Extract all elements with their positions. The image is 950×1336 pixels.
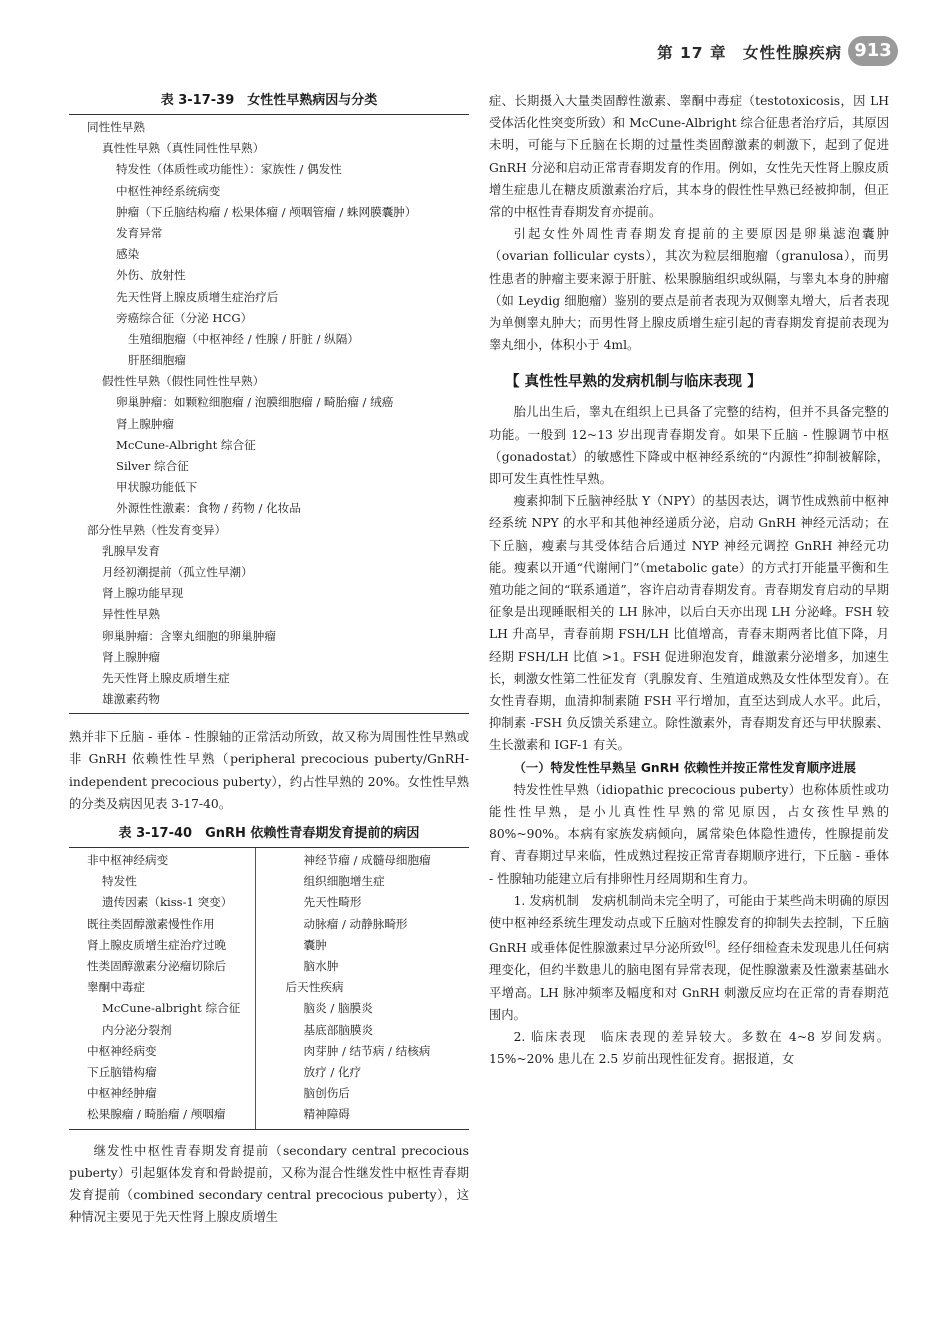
table-row: 先天性畸形 <box>303 895 362 910</box>
table-row: 雄激素药物 <box>102 692 160 707</box>
table-row: McCune-Albright 综合征 <box>116 437 256 452</box>
table-row: 肾上腺肿瘤 <box>102 649 160 664</box>
table-row: 睾酮中毒症 <box>87 980 145 995</box>
right-paragraph-4: 瘦素抑制下丘脑神经肽 Y（NPY）的基因表达，调节性成熟前中枢神经系统 NPY 的水平和其他神经递质分泌，启动 GnRH 神经元活动；在下丘脑，瘦素与其受体结合后通过 NYP 神经元调控 GnRH 神经元功能。瘦素以开通“代谢闸门”（metabolic gate）的方式打开能量平衡和生殖功能之间的“联系通道”，容许启动青春期发育。青春期发育启动的早期征象是出现睡眠相关的 LH 脉冲，以后白天亦出现 LH 分泌峰。FSH 较 LH 升高早，青春前期 FSH/LH 比值增高，青春末期两者比值下降，月经期 FSH/LH 比值 >1。FSH 促进卵泡发育，雌激素分泌增多，加速生长，刺激女性第二性征发育（乳腺发育、生殖道成熟及女性体型发育）。在女性青春期，血清抑制素随 FSH 平行增加，直至达到成人水平。此后，抑制素 -FSH 负反馈关系建立。除性激素外，青春期发育还与甲状腺素、生长激素和 IGF-1 有关。 <box>489 494 889 753</box>
table-row: 组织细胞增生症 <box>303 874 385 889</box>
table-row: Silver 综合征 <box>116 459 189 473</box>
table-row: 脑水肿 <box>303 959 339 973</box>
table-row: 乳腺早发育 <box>102 543 160 558</box>
right-column <box>489 90 889 1070</box>
table-row: 甲状腺功能低下 <box>116 480 198 495</box>
table-row: 中枢性神经系统病变 <box>116 183 221 198</box>
table-row: 肾上腺皮质增生症治疗过晚 <box>87 937 227 952</box>
right-paragraph-1: 症、长期摄入大量类固醇性激素、睾酮中毒症（testotoxicosis，因 LH 受体活化性突变所致）和 McCune-Albright 综合征患者治疗后，其原因未明，可能与下丘脑在长期的过量性类固醇激素的刺激下，起到了促进 GnRH 分泌和启动正常青春期发育的作用。例如，女性先天性肾上腺皮质增生症患儿在糖皮质激素治疗后，其本身的假性性早熟已经被抑制，但正常的中枢性青春期发育亦提前。 <box>489 94 889 220</box>
table-row: 月经初潮提前（孤立性早潮） <box>102 564 253 579</box>
table-row: 动脉瘤 / 动静脉畸形 <box>303 916 408 931</box>
table-row: McCune-albright 综合征 <box>102 1001 241 1016</box>
citation-ref: [6] <box>704 940 716 950</box>
table-row: 肾上腺肿瘤 <box>116 416 174 431</box>
table-row: 脑炎 / 脑膜炎 <box>303 1001 373 1016</box>
table-row: 同性性早熟 <box>87 120 145 134</box>
table-40-column-2 <box>256 848 470 1128</box>
page-number: 913 <box>848 36 898 66</box>
table-row: 肾上腺功能早现 <box>102 586 184 601</box>
subheading-1: （一）特发性性早熟呈 GnRH 依赖性并按正常性发育顺序进展 <box>513 760 856 775</box>
left-column <box>69 90 469 1228</box>
table-row: 先天性肾上腺皮质增生症治疗后 <box>116 289 279 304</box>
table-row: 先天性肾上腺皮质增生症 <box>102 670 230 685</box>
table-row: 下丘脑错构瘤 <box>87 1064 157 1079</box>
table-row: 脑创伤后 <box>303 1086 350 1101</box>
right-paragraph-7: 2. 临床表现 临床表现的差异较大。多数在 4~8 岁间发病。15%~20% 患儿在 2.5 岁前出现性征发育。据报道，女 <box>489 1030 889 1067</box>
table-row: 放疗 / 化疗 <box>303 1064 362 1079</box>
table-row: 精神障碍 <box>303 1107 350 1122</box>
table-row: 非中枢神经病变 <box>87 853 169 868</box>
table-row: 既往类固醇激素慢性作用 <box>87 916 215 931</box>
section-heading: 【 真性性早熟的发病机制与临床表现 】 <box>505 374 762 391</box>
table-row: 卵巢肿瘤：含睾丸细胞的卵巢肿瘤 <box>102 628 276 643</box>
table-row: 松果腺瘤 / 畸胎瘤 / 颅咽瘤 <box>87 1107 226 1122</box>
table-40-column-1 <box>69 848 256 1128</box>
table-row: 假性性早熟（假性同性性早熟） <box>102 374 265 389</box>
table-row: 肉芽肿 / 结节病 / 结核病 <box>303 1043 431 1058</box>
table-row: 外伤、放射性 <box>116 268 186 283</box>
table-row: 部分性早熟（性发育变异） <box>87 522 227 537</box>
table-39 <box>69 114 469 714</box>
table-row: 后天性疾病 <box>285 980 344 995</box>
table-40-title: 表 3-17-40 GnRH 依赖性青春期发育提前的病因 <box>118 826 420 842</box>
table-row: 异性性早熟 <box>102 607 160 622</box>
table-row: 特发性 <box>102 874 137 889</box>
table-row: 旁癌综合征（分泌 HCG） <box>116 310 253 325</box>
chapter-title: 第 17 章 女性性腺疾病 <box>657 44 842 62</box>
page-header <box>0 36 950 68</box>
right-paragraph-3: 胎儿出生后，睾丸在组织上已具备了完整的结构，但并不具备完整的功能。一般到 12~13 岁出现青春期发育。如果下丘脑 - 性腺调节中枢（gonadostat）的敏感性下降或中枢神经系统的“内源性”抑制被解除，即可发生真性性早熟。 <box>489 405 889 487</box>
table-39-title: 表 3-17-39 女性性早熟病因与分类 <box>160 93 378 108</box>
table-row: 感染 <box>116 247 140 262</box>
table-row: 卵巢肿瘤：如颗粒细胞瘤 / 泡膜细胞瘤 / 畸胎瘤 / 绒癌 <box>116 395 394 410</box>
table-row: 中枢神经肿瘤 <box>87 1086 157 1101</box>
table-40 <box>69 847 469 1129</box>
table-row: 囊肿 <box>303 937 327 952</box>
table-row: 外源性性激素：食物 / 药物 / 化妆品 <box>116 501 301 516</box>
table-row: 肿瘤（下丘脑结构瘤 / 松果体瘤 / 颅咽管瘤 / 蛛网膜囊肿） <box>116 204 417 219</box>
table-row: 真性性早熟（真性同性性早熟） <box>102 141 265 156</box>
table-row: 特发性（体质性或功能性）：家族性 / 偶发性 <box>116 162 342 177</box>
table-row: 遗传因素（kiss-1 突变） <box>102 895 233 910</box>
left-paragraph-2: 继发性中枢性青春期发育提前（secondary central precocious puberty）引起躯体发育和骨龄提前，又称为混合性继发性中枢性青春期发育提前（combined secondary central precocious puberty），这种情况主要见于先天性肾上腺皮质增生 <box>69 1143 469 1225</box>
right-paragraph-5: 特发性性早熟（idiopathic precocious puberty）也称体质性或功能性性早熟，是小儿真性性早熟的常见原因，占女孩性早熟的 80%~90%。本病有家族发病倾向，属常染色体隐性遗传，性腺提前发育、青春期过早来临，性成熟过程按正常青春期顺序进行，下丘脑 - 垂体 - 性腺轴功能建立后有排卵性月经周期和生育力。 <box>489 782 889 886</box>
right-paragraph-2: 引起女性外周性青春期发育提前的主要原因是卵巢滤泡囊肿（ovarian follicular cysts），其次为粒层细胞瘤（granulosa），而男性患者的肿瘤主要来源于肝脏、松果腺脑组织或纵隔，与睾丸本身的肿瘤（如 Leydig 细胞瘤）鉴别的要点是前者表现为双侧睾丸增大，后者表现为单侧睾丸肿大；而男性肾上腺皮质增生症引起的青春期发育提前表现为睾丸细小，体积小于 4ml。 <box>489 227 889 353</box>
paragraph-6-tail: 。经仔细检查未发现患儿任何病理变化，但约半数患儿的脑电图有异常表现，促性腺激素及性激素基础水平增高。LH 脉冲频率及幅度和对 GnRH 刺激反应均在正常的青春期范围内。 <box>489 941 889 1022</box>
table-row: 发育异常 <box>116 225 163 240</box>
paragraph-6-text: 1. 发病机制 发病机制尚未完全明了，可能由于某些尚未明确的原因使中枢神经系统生理发动点或下丘脑对性腺发育的抑制失去控制，下丘脑 GnRH 或垂体促性腺激素过早分泌所致 <box>489 893 889 956</box>
table-row: 性类固醇激素分泌瘤切除后 <box>87 959 227 973</box>
left-paragraph-1: 熟并非下丘脑 - 垂体 - 性腺轴的正常活动所致，故又称为周围性性早熟或非 GnRH 依赖性性早熟（peripheral precocious puberty/GnRH-independent precocious puberty），约占性早熟的 20%。女性性早熟的分类及病因见表 3-17-40。 <box>69 730 469 811</box>
table-row: 基底部脑膜炎 <box>303 1022 374 1037</box>
table-row: 生殖细胞瘤（中枢神经 / 性腺 / 肝脏 / 纵隔） <box>128 331 359 346</box>
right-paragraph-6 <box>489 890 889 1026</box>
table-row: 神经节瘤 / 成髓母细胞瘤 <box>303 853 431 868</box>
table-row: 肝胚细胞瘤 <box>128 353 186 368</box>
table-row: 内分泌分裂剂 <box>102 1022 172 1037</box>
table-row: 中枢神经病变 <box>87 1043 157 1058</box>
